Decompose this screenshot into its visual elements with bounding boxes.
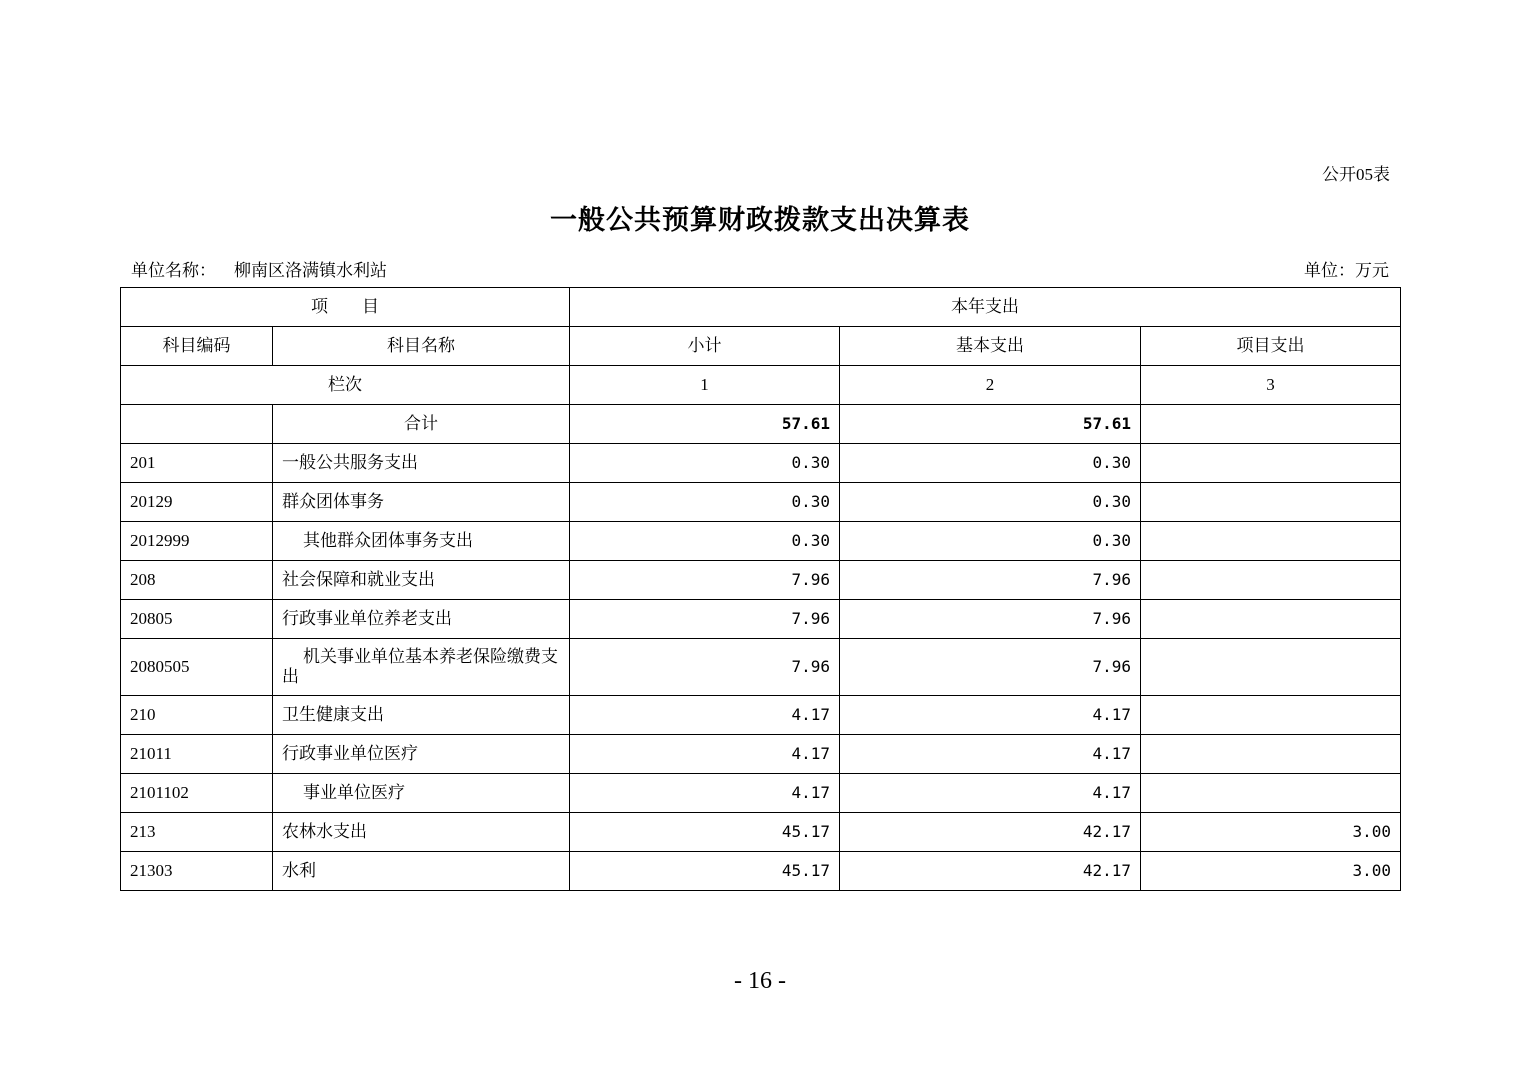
header-year-expense: 本年支出 [570,288,1401,327]
row-subtotal: 7.96 [570,600,840,639]
budget-table [120,287,1401,891]
row-name: 机关事业单位基本养老保险缴费支出 [282,647,558,686]
header-col-3: 3 [1141,366,1401,405]
row-basic: 0.30 [840,483,1141,522]
header-col-1: 1 [570,366,840,405]
unit-name-label: 单位名称： [131,261,216,280]
row-subtotal: 7.96 [570,561,840,600]
row-code: 201 [121,444,273,483]
table-row [121,600,1401,639]
total-row [121,405,1401,444]
row-code: 2012999 [121,522,273,561]
row-name: 卫生健康支出 [273,696,570,735]
header-column-order: 栏次 [121,366,570,405]
row-name: 社会保障和就业支出 [273,561,570,600]
row-subtotal: 4.17 [570,774,840,813]
total-subtotal: 57.61 [570,405,840,444]
row-code: 20805 [121,600,273,639]
row-subtotal: 4.17 [570,735,840,774]
row-name: 一般公共服务支出 [273,444,570,483]
row-name: 行政事业单位养老支出 [273,600,570,639]
row-code: 2101102 [121,774,273,813]
row-basic: 4.17 [840,774,1141,813]
row-code: 20129 [121,483,273,522]
unit-name-line [131,256,387,281]
row-project [1141,696,1401,735]
header-project-expense: 项目支出 [1141,327,1401,366]
unit-name-value: 柳南区洛满镇水利站 [234,261,387,280]
table-row [121,444,1401,483]
row-project [1141,483,1401,522]
row-code: 2080505 [121,639,273,696]
header-row-1 [121,288,1401,327]
row-name: 事业单位医疗 [273,774,570,813]
row-name-wrap [273,639,570,696]
table-row [121,561,1401,600]
form-number: 公开05表 [1322,165,1390,184]
row-basic: 7.96 [840,639,1141,696]
total-code [121,405,273,444]
row-subtotal: 45.17 [570,852,840,891]
table-row [121,813,1401,852]
row-basic: 42.17 [840,813,1141,852]
row-name: 其他群众团体事务支出 [273,522,570,561]
page-number: - 16 - [734,968,786,994]
row-subtotal: 0.30 [570,444,840,483]
row-basic: 4.17 [840,735,1141,774]
row-code: 213 [121,813,273,852]
header-row-3 [121,366,1401,405]
row-project [1141,735,1401,774]
row-subtotal: 0.30 [570,522,840,561]
table-row [121,522,1401,561]
row-name: 农林水支出 [273,813,570,852]
table-row [121,735,1401,774]
row-code: 208 [121,561,273,600]
row-code: 210 [121,696,273,735]
total-project [1141,405,1401,444]
row-basic: 0.30 [840,522,1141,561]
row-name: 水利 [273,852,570,891]
table-row [121,483,1401,522]
table-row [121,696,1401,735]
row-basic: 7.96 [840,600,1141,639]
row-basic: 42.17 [840,852,1141,891]
row-project [1141,444,1401,483]
row-project [1141,561,1401,600]
table-row [121,852,1401,891]
header-code: 科目编码 [121,327,273,366]
row-project [1141,639,1401,696]
row-subtotal: 4.17 [570,696,840,735]
header-name: 科目名称 [273,327,570,366]
row-project: 3.00 [1141,852,1401,891]
row-project [1141,774,1401,813]
total-basic: 57.61 [840,405,1141,444]
row-code: 21303 [121,852,273,891]
header-row-2 [121,327,1401,366]
header-col-2: 2 [840,366,1141,405]
table-row [121,774,1401,813]
row-project [1141,600,1401,639]
currency-unit: 单位：万元 [1304,261,1389,280]
row-basic: 0.30 [840,444,1141,483]
total-label: 合计 [273,405,570,444]
row-subtotal: 7.96 [570,639,840,696]
row-name: 行政事业单位医疗 [273,735,570,774]
row-basic: 7.96 [840,561,1141,600]
row-basic: 4.17 [840,696,1141,735]
row-code: 21011 [121,735,273,774]
header-project: 项 目 [121,288,570,327]
header-subtotal: 小计 [570,327,840,366]
row-name: 群众团体事务 [273,483,570,522]
page-title: 一般公共预算财政拨款支出决算表 [550,205,970,235]
table-row [121,639,1401,696]
row-subtotal: 0.30 [570,483,840,522]
row-project: 3.00 [1141,813,1401,852]
header-basic: 基本支出 [840,327,1141,366]
row-subtotal: 45.17 [570,813,840,852]
row-project [1141,522,1401,561]
